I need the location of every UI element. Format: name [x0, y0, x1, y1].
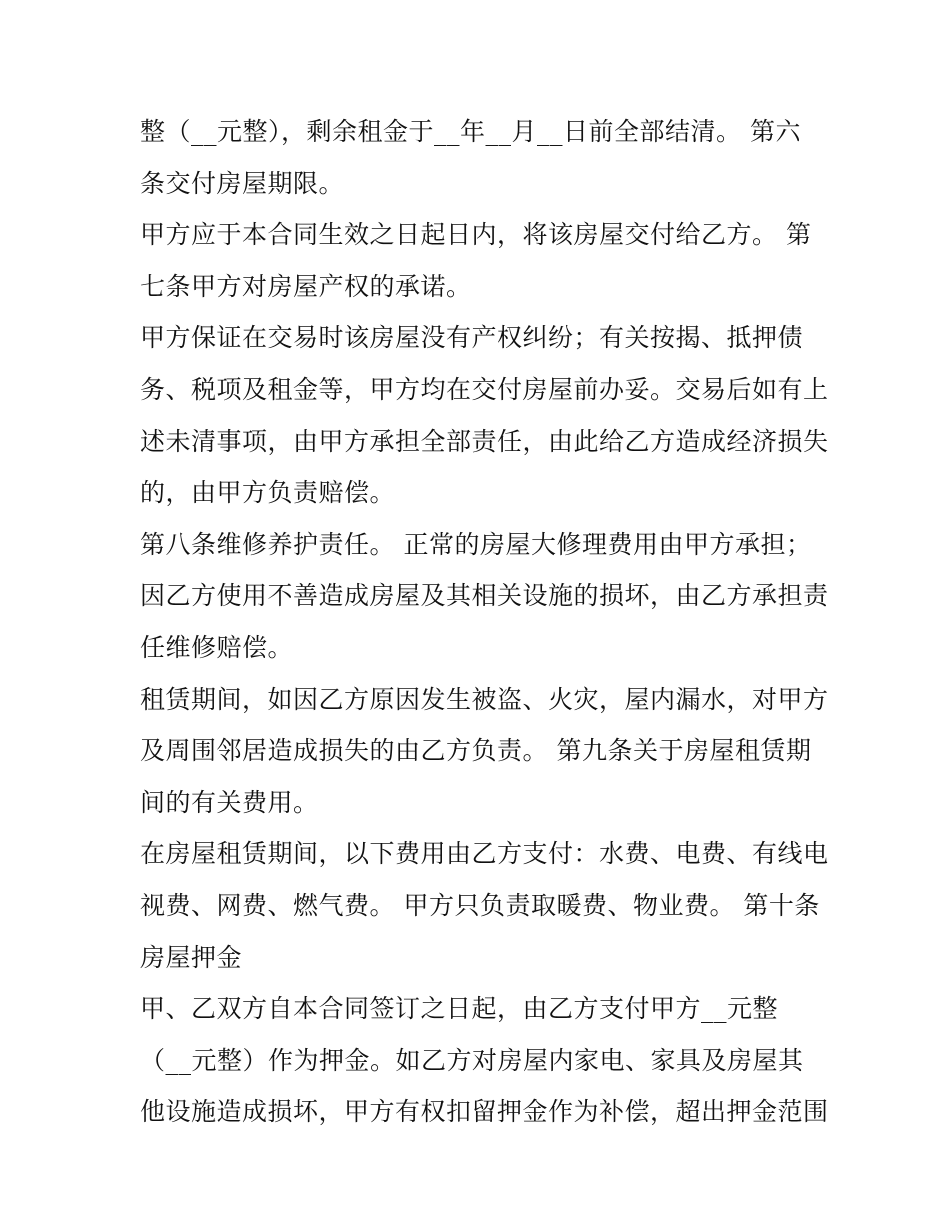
- contract-body-text: [140, 106, 830, 1138]
- text-line: 务、税项及租金等，甲方均在交付房屋前办妥。交易后如有上: [140, 374, 829, 404]
- text-line: 视费、网费、燃气费。 甲方只负责取暖费、物业费。 第十条: [140, 890, 820, 920]
- text-line: 七条甲方对房屋产权的承诺。: [140, 271, 472, 301]
- text-line: 条交付房屋期限。: [140, 168, 345, 198]
- text-line: 任维修赔偿。: [140, 632, 294, 662]
- text-line: （__元整）作为押金。如乙方对房屋内家电、家具及房屋其: [140, 1045, 804, 1075]
- text-line: 及周围邻居造成损失的由乙方负责。 第九条关于房屋租赁期: [140, 736, 812, 766]
- text-line: 间的有关费用。: [140, 787, 319, 817]
- text-line: 甲方应于本合同生效之日起日内，将该房屋交付给乙方。 第: [140, 220, 812, 250]
- text-line: 甲方保证在交易时该房屋没有产权纠纷；有关按揭、抵押债: [140, 323, 804, 353]
- text-line: 他设施造成损坏，甲方有权扣留押金作为补偿，超出押金范围: [140, 1097, 829, 1127]
- text-line: 房屋押金: [140, 942, 243, 972]
- text-line: 的，由甲方负责赔偿。: [140, 478, 396, 508]
- text-line: 因乙方使用不善造成房屋及其相关设施的损坏，由乙方承担责: [140, 581, 829, 611]
- text-line: 整（__元整），剩余租金于__年__月__日前全部结清。 第六: [140, 117, 801, 146]
- text-line: 第八条维修养护责任。 正常的房屋大修理费用由甲方承担；: [140, 529, 812, 559]
- text-line: 甲、乙双方自本合同签订之日起，由乙方支付甲方__元整: [140, 994, 779, 1024]
- text-line: 租赁期间，如因乙方原因发生被盗、火灾，屋内漏水，对甲方: [140, 684, 829, 714]
- text-line: 在房屋租赁期间，以下费用由乙方支付：水费、电费、有线电: [140, 839, 829, 869]
- text-line: 述未清事项，由甲方承担全部责任，由此给乙方造成经济损失: [140, 426, 829, 456]
